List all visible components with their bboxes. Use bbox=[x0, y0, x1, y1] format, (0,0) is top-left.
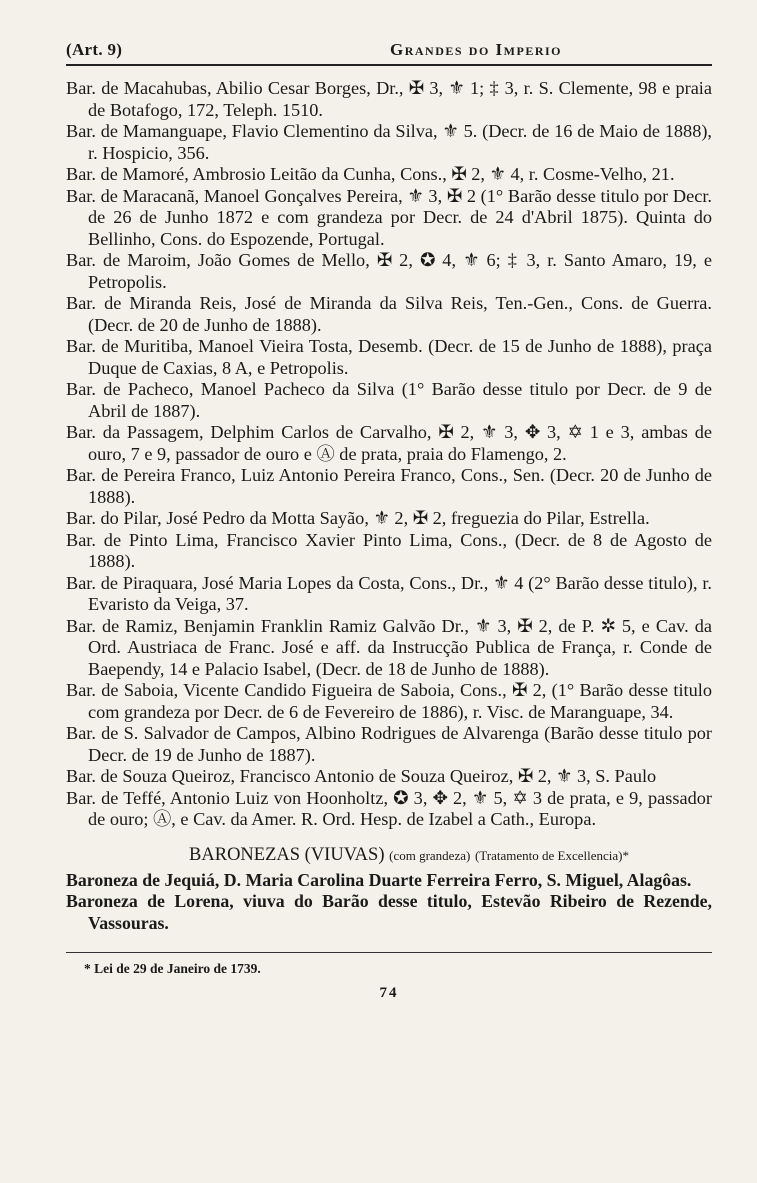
entry-mamore: Bar. de Mamoré, Ambrosio Leitão da Cunha, Cons., ✠ 2, ⚜ 4, r. Cosme-Velho, 21. bbox=[66, 164, 675, 184]
entry-souza-queiroz: Bar. de Souza Queiroz, Francisco Antonio de Souza Queiroz, ✠ 2, ⚜ 3, S. Paulo bbox=[66, 766, 657, 786]
entry-piraquara: Bar. de Piraquara, José Maria Lopes da Costa, Cons., Dr., ⚜ 4 (2° Barão desse titulo), r. Evaristo da Veiga, 37. bbox=[66, 572, 712, 614]
entry-pilar: Bar. do Pilar, José Pedro da Motta Sayão, ⚜ 2, ✠ 2, freguezia do Pilar, Estrella. bbox=[66, 508, 650, 528]
document-page bbox=[66, 40, 712, 1002]
section-reference: (Art. 9) bbox=[66, 40, 123, 59]
entry-macahubas: Bar. de Macahubas, Abilio Cesar Borges, Dr., ✠ 3, ⚜ 1; ‡ 3, r. S. Clemente, 98 e praia de Botafogo, 172, Teleph. 1510. bbox=[66, 78, 712, 120]
entry-pinto-lima: Bar. de Pinto Lima, Francisco Xavier Pinto Lima, Cons., (Decr. de 8 de Agosto de 1888). bbox=[66, 529, 712, 571]
entry-muritiba: Bar. de Muritiba, Manoel Vieira Tosta, Desemb. (Decr. de 15 de Junho de 1888), praça Duque de Caxias, 8 A, e Petropolis. bbox=[66, 336, 712, 378]
entry-saboia: Bar. de Saboia, Vicente Candido Figueira de Saboia, Cons., ✠ 2, (1° Barão desse titulo com grandeza por Decr. de 6 de Fevereiro de 1886), r. Visc. de Maranguape, 34. bbox=[66, 680, 712, 722]
entry-baroneza-lorena: Baroneza de Lorena, viuva do Barão desse titulo, Estevão Ribeiro de Rezende, Vassouras. bbox=[66, 891, 712, 933]
entry-pacheco: Bar. de Pacheco, Manoel Pacheco da Silva (1° Barão desse titulo por Decr. de 9 de Abril de 1887). bbox=[66, 379, 712, 421]
entry-ramiz: Bar. de Ramiz, Benjamin Franklin Ramiz Galvão Dr., ⚜ 3, ✠ 2, de P. ✲ 5, e Cav. da Ord. Austriaca de Franc. José e aff. da Instrucção Publica de França, r. Conde de Baependy, 14 e Palacio Isabel, (Decr. de 18 de Junho de 1888). bbox=[66, 615, 712, 679]
section-heading bbox=[66, 845, 712, 866]
entry-mamanguape: Bar. de Mamanguape, Flavio Clementino da Silva, ⚜ 5. (Decr. de 16 de Maio de 1888), r. Hospicio, 356. bbox=[66, 121, 712, 163]
entry-pereira-franco: Bar. de Pereira Franco, Luiz Antonio Pereira Franco, Cons., Sen. (Decr. 20 de Junho de 1888). bbox=[66, 465, 712, 507]
entry-teffe: Bar. de Teffé, Antonio Luiz von Hoonholtz, ✪ 3, ✥ 2, ⚜ 5, ✡ 3 de prata, e 9, passador de ouro; Ⓐ, e Cav. da Amer. R. Ord. Hesp. de Izabel a Cath., Europa. bbox=[66, 787, 712, 829]
entry-baroneza-jequia: Baroneza de Jequiá, D. Maria Carolina Duarte Ferreira Ferro, S. Miguel, Alagôas. bbox=[66, 869, 692, 890]
entry-maracana: Bar. de Maracanã, Manoel Gonçalves Pereira, ⚜ 3, ✠ 2 (1° Barão desse titulo por Decr. de 26 de Junho 1872 e com grandeza por Decr. de 24 d'Abril 1875). Quinta do Bellinho, Cons. do Espozende, Portugal. bbox=[66, 185, 712, 249]
page-header bbox=[66, 40, 712, 60]
entry-passagem: Bar. da Passagem, Delphim Carlos de Carvalho, ✠ 2, ⚜ 3, ✥ 3, ✡ 1 e 3, ambas de ouro, 7 e 9, passador de ouro e Ⓐ de prata, praia do Flamengo, 2. bbox=[66, 422, 712, 464]
page-number: 74 bbox=[379, 985, 399, 1001]
footnote: * Lei de 29 de Janeiro de 1739. bbox=[84, 961, 261, 976]
running-title: Grandes do Imperio bbox=[389, 40, 562, 59]
section-note-tratamento: (Tratamento de Excellencia)* bbox=[474, 847, 629, 863]
section-note-grandeza: (com grandeza) bbox=[389, 847, 471, 863]
entry-miranda-reis: Bar. de Miranda Reis, José de Miranda da Silva Reis, Ten.-Gen., Cons. de Guerra. (Decr. de 20 de Junho de 1888). bbox=[66, 293, 712, 335]
entry-s-salvador-de-campos: Bar. de S. Salvador de Campos, Albino Rodrigues de Alvarenga (Barão desse titulo por Decr. de 19 de Junho de 1887). bbox=[66, 723, 712, 765]
entry-maroim: Bar. de Maroim, João Gomes de Mello, ✠ 2, ✪ 4, ⚜ 6; ‡ 3, r. Santo Amaro, 19, e Petropolis. bbox=[66, 250, 712, 292]
section-title: BARONEZAS (VIUVAS) bbox=[189, 844, 385, 865]
header-rule bbox=[66, 64, 712, 66]
footnote-rule bbox=[66, 952, 712, 953]
